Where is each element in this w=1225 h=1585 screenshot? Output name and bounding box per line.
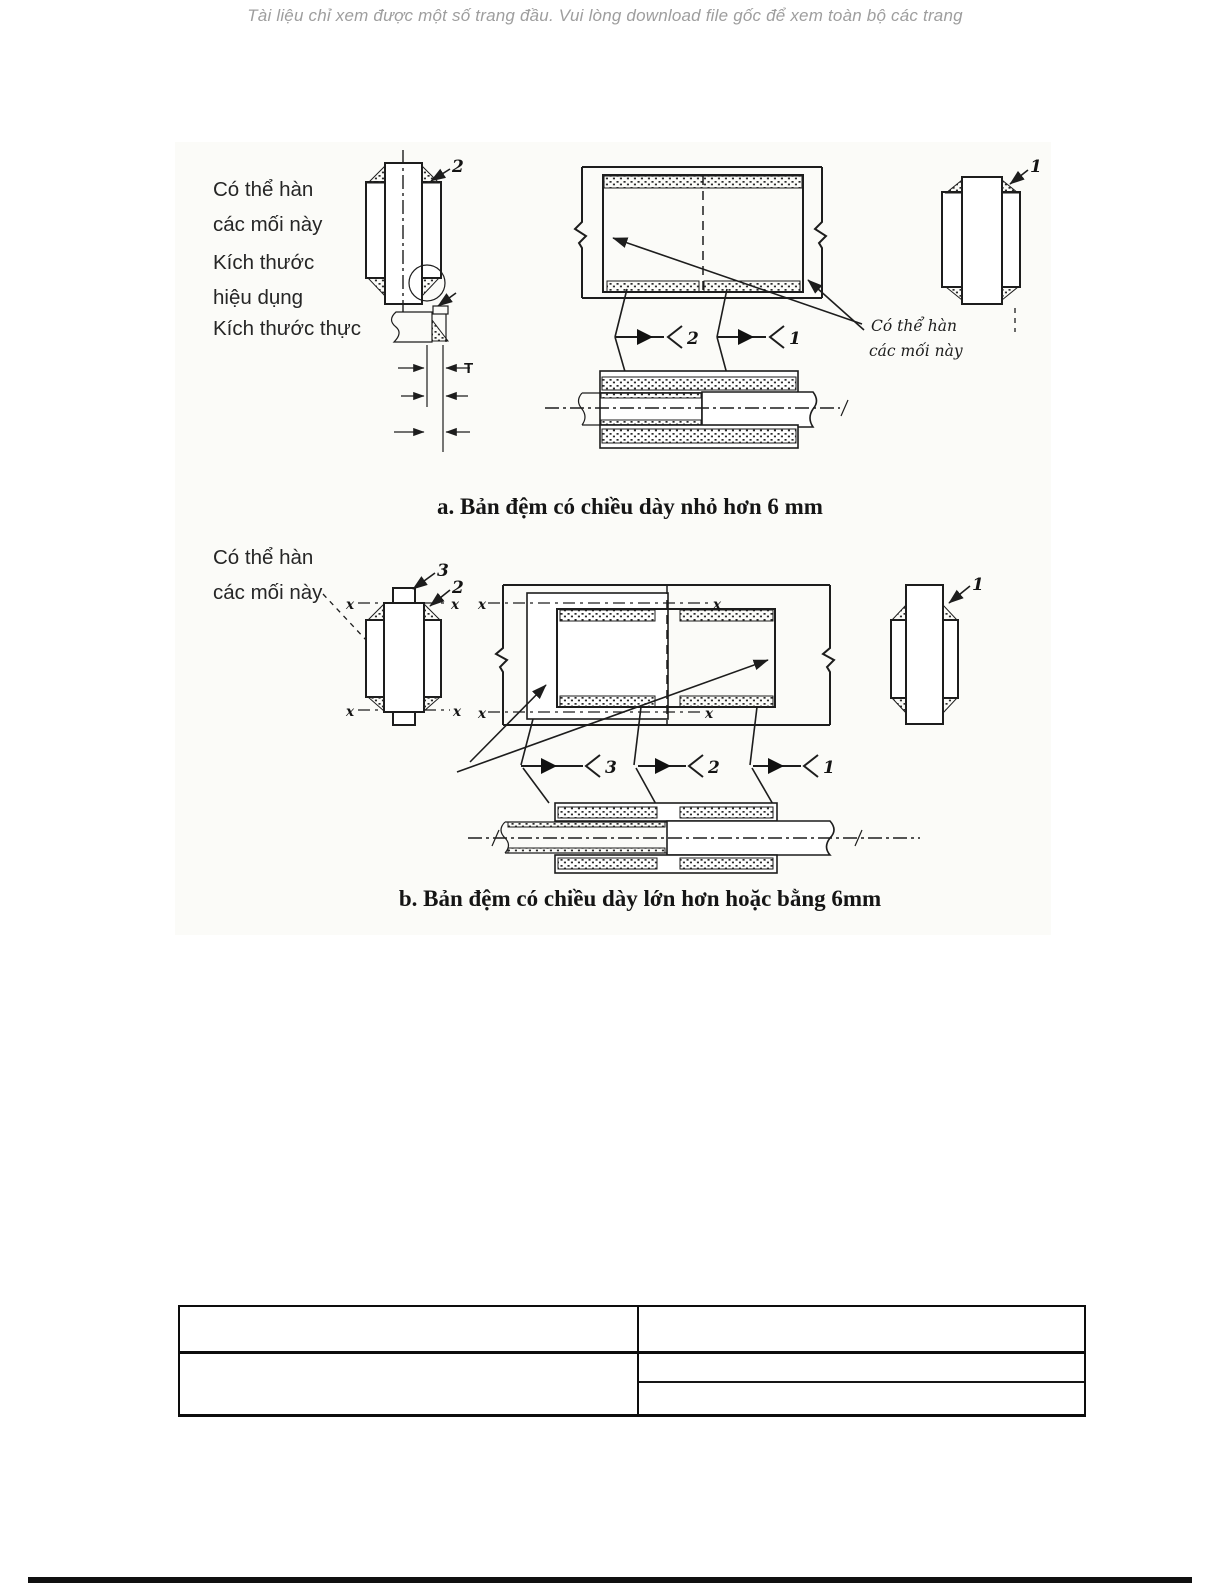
label-weldable-line2: các mối này	[213, 581, 323, 604]
figure-b-left-labels	[213, 546, 367, 641]
page-bottom-rule	[28, 1577, 1192, 1583]
figure-b-caption: b. Bản đệm có chiều dày lớn hơn hoặc bằng 6mm	[398, 886, 882, 911]
label-weldable-line2: các mối này	[213, 213, 323, 236]
table-cell-r2c2a	[639, 1354, 1084, 1381]
side-view-a	[545, 371, 848, 448]
weld-symbol-2-number: 2	[687, 329, 699, 349]
weld-symbol-3	[521, 755, 617, 778]
weld-symbol-1	[753, 755, 835, 778]
column-section-b	[891, 575, 984, 724]
section-mark-x: x	[346, 597, 355, 613]
weld-symbol-1-number: 1	[823, 758, 835, 778]
weld-symbol-2	[615, 326, 699, 349]
callout-1: 1	[972, 575, 984, 595]
table-cell-r2c1	[180, 1354, 637, 1414]
weld-symbol-1	[717, 326, 801, 349]
side-view-b	[468, 803, 920, 873]
section-mark-x: x	[713, 597, 722, 613]
callout-3: 3	[437, 561, 449, 581]
section-mark-x: x	[451, 597, 460, 613]
table-cell-r1c1	[180, 1307, 637, 1351]
weld-symbol-2	[638, 755, 720, 778]
section-mark-x: x	[453, 704, 462, 720]
weld-symbol-2-number: 2	[708, 758, 720, 778]
label-weldable-line1: Có thể hàn	[213, 178, 314, 201]
weld-symbol-1-number: 1	[789, 329, 801, 349]
dimension-T	[394, 345, 473, 452]
label-dim-t: T	[464, 360, 474, 377]
figure-a-left-labels	[213, 178, 361, 340]
note-right-line1: Có thể hàn	[871, 317, 957, 335]
callout-2: 2	[452, 157, 464, 177]
table-cell-r1c2	[639, 1307, 1084, 1351]
table-column-divider	[637, 1307, 639, 1414]
section-mark-x: x	[346, 704, 355, 720]
column-section-a	[942, 157, 1042, 332]
bottom-table	[178, 1305, 1086, 1417]
note-right-line2: các mối này	[869, 342, 963, 360]
label-effective-line2: hiệu dụng	[213, 286, 304, 309]
section-mark-x: x	[478, 597, 487, 613]
callout-1: 1	[1030, 157, 1042, 177]
label-actual-size: Kích thước thực	[213, 317, 361, 340]
label-weldable-line1: Có thể hàn	[213, 546, 314, 569]
table-row-divider	[180, 1351, 1084, 1354]
figure-a-drawing	[175, 140, 1050, 490]
column-elevation-b	[345, 561, 464, 725]
table-right-sub-divider	[639, 1381, 1084, 1383]
plan-view-b	[457, 585, 834, 806]
watermark-text: Tài liệu chỉ xem được một số trang đầu. Vui lòng download file gốc để xem toàn bộ các trang	[247, 6, 963, 25]
note-weldable-right	[869, 317, 963, 360]
plan-view-a	[575, 167, 864, 389]
section-mark-x: x	[478, 706, 487, 722]
figure-b-drawing	[175, 535, 1050, 887]
section-mark-x: x	[705, 706, 714, 722]
column-elevation-a	[366, 150, 473, 452]
weld-symbol-3-number: 3	[605, 758, 617, 778]
callout-2: 2	[452, 578, 464, 598]
table-cell-r2c2b	[639, 1383, 1084, 1414]
figure-a-caption: a. Bản đệm có chiều dày nhỏ hơn 6 mm	[437, 494, 823, 519]
label-effective-line1: Kích thước	[213, 251, 315, 274]
